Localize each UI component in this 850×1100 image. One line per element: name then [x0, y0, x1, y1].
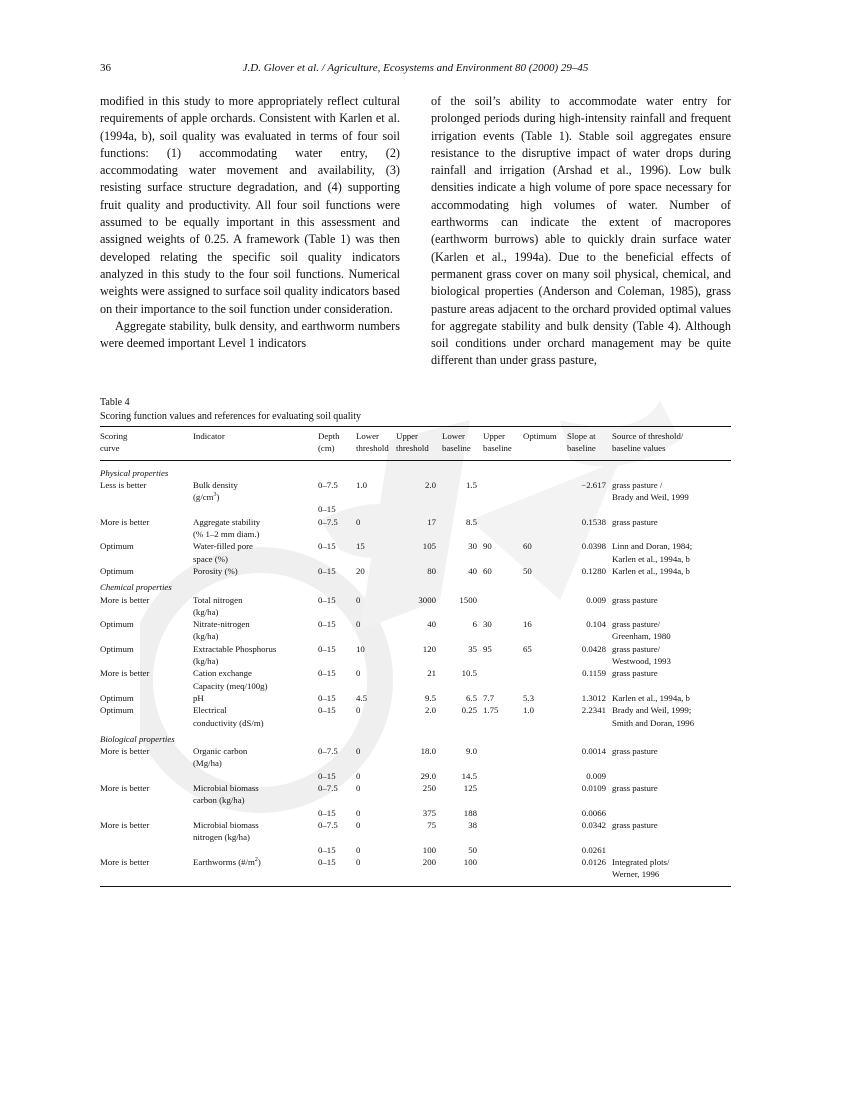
cell-upper-threshold: 75: [427, 819, 436, 830]
cell-indicator: [193, 844, 318, 856]
cell-slope: 1.3012: [581, 692, 606, 703]
cell-lower-baseline: 6: [472, 619, 477, 630]
cell-upper-baseline: 30: [483, 619, 492, 630]
cell-upper-baseline: 95: [483, 643, 492, 654]
page-header: [100, 62, 731, 80]
cell-optimum: [523, 856, 567, 887]
cell-depth: 0–15: [318, 504, 336, 515]
table-row: [100, 704, 731, 729]
cell-lower-threshold: 0: [356, 856, 361, 867]
cell-upper-threshold: 3000: [418, 594, 436, 605]
cell-lower-baseline: 125: [463, 783, 477, 794]
right-column: [431, 93, 731, 370]
cell-source: grass pasture / Brady and Weil, 1999: [612, 479, 689, 503]
cell-slope: 0.0428: [581, 643, 606, 654]
cell-upper-baseline: 90: [483, 541, 492, 552]
section-row: [100, 729, 731, 745]
cell-lower-baseline: 9.0: [466, 746, 477, 757]
cell-source: Brady and Weil, 1999; Smith and Doran, 1996: [612, 705, 695, 728]
left-column: [100, 93, 400, 352]
cell-lower-baseline: 14.5: [461, 770, 477, 781]
header-upper-baseline: Upper baseline: [483, 431, 512, 454]
cell-scoring-curve: [100, 503, 193, 515]
cell-optimum: [523, 479, 567, 504]
cell-slope: 0.0066: [581, 807, 606, 818]
cell-optimum: [523, 503, 567, 515]
cell-indicator: Earthworms $(\#/m^2)$: [193, 856, 261, 867]
cell-lower-baseline: 35: [468, 643, 477, 654]
body-paragraph: Aggregate stability, bulk density, and earthworm numbers were deemed important Level 1 indicators: [100, 318, 400, 351]
table-row: [100, 594, 731, 619]
cell-depth: 0–7.5: [318, 746, 338, 757]
cell-depth: 0–15: [318, 619, 336, 630]
cell-lower-baseline: 38: [468, 819, 477, 830]
cell-upper-baseline: 60: [483, 565, 492, 576]
cell-source: grass pasture: [612, 594, 658, 605]
table-row: [100, 643, 731, 668]
running-head: J.D. Glover et al. / Agriculture, Ecosystems and Environment 80 (2000) 29–45: [242, 62, 589, 74]
cell-indicator: Microbial biomass nitrogen (kg/ha): [193, 819, 259, 843]
cell-optimum: [523, 745, 567, 770]
cell-upper-threshold: 375: [422, 807, 436, 818]
cell-source: grass pasture: [612, 516, 658, 527]
table-row: [100, 479, 731, 504]
cell-lower-threshold: 0: [356, 770, 361, 781]
section-heading: Biological properties: [100, 733, 175, 744]
cell-depth: 0–7.5: [318, 783, 338, 794]
section-row: [100, 461, 731, 479]
cell-depth: 0–15: [318, 807, 336, 818]
cell-scoring-curve: More is better: [100, 516, 150, 527]
table-row: [100, 844, 731, 856]
cell-indicator: Porosity (%): [193, 565, 238, 576]
cell-depth: 0–15: [318, 844, 336, 855]
table-4: [100, 426, 731, 887]
cell-optimum: [523, 819, 567, 844]
table-row: [100, 745, 731, 770]
cell-upper-baseline: 7.7: [483, 692, 494, 703]
cell-scoring-curve: Optimum: [100, 565, 134, 576]
table-row: [100, 770, 731, 782]
cell-depth: 0–15: [318, 705, 336, 716]
cell-optimum: [523, 782, 567, 807]
cell-indicator: Cation exchange Capacity (meq/100g): [193, 668, 268, 691]
table-label: Table 4: [100, 397, 130, 408]
cell-lower-baseline: 0.25: [461, 705, 477, 716]
cell-optimum: [523, 807, 567, 819]
cell-slope: 0.1538: [581, 516, 606, 527]
cell-indicator: Bulk density $(g/cm^3)$: [193, 479, 238, 503]
cell-indicator: Electrical conductivity (dS/m): [193, 705, 264, 728]
cell-depth: 0–15: [318, 856, 336, 867]
cell-scoring-curve: [100, 807, 193, 819]
cell-upper-threshold: 100: [422, 844, 436, 855]
cell-source: [612, 807, 731, 819]
cell-lower-threshold: 0: [356, 516, 361, 527]
cell-depth: 0–15: [318, 643, 336, 654]
cell-slope: 0.0126: [581, 856, 606, 867]
cell-upper-baseline: [483, 594, 523, 619]
cell-scoring-curve: More is better: [100, 746, 150, 757]
cell-lower-threshold: 0: [356, 594, 361, 605]
table-row: [100, 856, 731, 887]
cell-indicator: pH: [193, 692, 204, 703]
table-header-row: [100, 427, 731, 460]
cell-upper-threshold: 2.0: [425, 705, 436, 716]
cell-upper-threshold: 250: [422, 783, 436, 794]
cell-upper-threshold: 40: [427, 619, 436, 630]
cell-lower-threshold: 0: [356, 807, 361, 818]
cell-slope: 0.009: [586, 594, 606, 605]
header-scoring-curve: Scoring curve: [100, 431, 128, 454]
cell-depth: 0–15: [318, 541, 336, 552]
body-paragraph: of the soil’s ability to accommodate water entry for prolonged periods during high-intensity rainfall and frequent irrigation events (Table 1). Stable soil aggregates ensure resistance to the disruptive impact of water drops during rainfall and irrigation (Arshad et al., 1996). Low bulk densities indicate a high volume of pore space necessary for accommodating high volumes of water. Number of earthworms can indicate the extent of macropores (earthworm burrows) able to quickly drain surface water (Karlen et al., 1994a). Due to the beneficial effects of permanent grass cover on many soil physical, chemical, and biological properties (Anderson and Coleman, 1985), grass pasture areas adjacent to the orchard provided optimal values for aggregate stability and bulk density (Table 4). Although soil conditions under orchard management may be quite different than under grass pasture,: [431, 94, 731, 368]
cell-upper-baseline: [483, 807, 523, 819]
cell-slope: 0.1280: [581, 565, 606, 576]
cell-optimum: [523, 667, 567, 692]
cell-scoring-curve: [100, 770, 193, 782]
cell-upper-threshold: 17: [427, 516, 436, 527]
cell-depth: 0–7.5: [318, 819, 338, 830]
cell-indicator: Microbial biomass carbon (kg/ha): [193, 783, 259, 806]
cell-source: [612, 503, 731, 515]
cell-upper-baseline: [483, 667, 523, 692]
cell-lower-threshold: 0: [356, 668, 361, 679]
cell-scoring-curve: More is better: [100, 668, 150, 679]
cell-lower-baseline: 50: [468, 844, 477, 855]
cell-slope: 0.0014: [581, 746, 606, 757]
cell-scoring-curve: More is better: [100, 819, 150, 830]
cell-source: grass pasture: [612, 746, 658, 757]
cell-source: Karlen et al., 1994a, b: [612, 565, 690, 576]
cell-depth: 0–15: [318, 668, 336, 679]
cell-source: grass pasture/ Westwood, 1993: [612, 643, 671, 667]
cell-lower-threshold: 15: [356, 541, 365, 552]
header-lower-threshold: Lower threshold: [356, 431, 389, 454]
cell-lower-baseline: 1.5: [466, 479, 477, 490]
cell-optimum: 1.0: [523, 705, 534, 716]
section-heading: Physical properties: [100, 467, 169, 478]
table-row: [100, 819, 731, 844]
header-depth: Depth (cm): [318, 431, 340, 454]
table-row: [100, 692, 731, 704]
cell-upper-baseline: [483, 856, 523, 887]
cell-upper-threshold: 2.0: [425, 479, 436, 490]
table-row: [100, 565, 731, 577]
cell-indicator: Nitrate-nitrogen (kg/ha): [193, 619, 250, 642]
cell-upper-baseline: [483, 782, 523, 807]
cell-lower-baseline: 40: [468, 565, 477, 576]
cell-source: grass pasture/ Greenham, 1980: [612, 619, 671, 642]
cell-lower-baseline: 30: [468, 541, 477, 552]
cell-slope: 0.0261: [581, 844, 606, 855]
cell-indicator: [193, 807, 318, 819]
header-indicator: Indicator: [193, 431, 225, 441]
header-source: Source of threshold/ baseline values: [612, 431, 684, 454]
cell-optimum: 16: [523, 619, 532, 630]
header-upper-threshold: Upper threshold: [396, 431, 429, 454]
cell-upper-baseline: [483, 745, 523, 770]
table-row: [100, 782, 731, 807]
cell-lower-baseline: 8.5: [466, 516, 477, 527]
cell-scoring-curve: Optimum: [100, 705, 134, 716]
cell-upper-baseline: [483, 819, 523, 844]
cell-upper-threshold: [396, 503, 442, 515]
cell-depth: 0–15: [318, 770, 336, 781]
table-row: [100, 667, 731, 692]
table-body: [100, 460, 731, 886]
cell-slope: 0.009: [586, 770, 606, 781]
cell-upper-threshold: 105: [422, 541, 436, 552]
section-heading: Chemical properties: [100, 582, 172, 593]
cell-upper-threshold: 21: [427, 668, 436, 679]
cell-upper-baseline: [483, 503, 523, 515]
cell-lower-baseline: 1500: [459, 594, 477, 605]
cell-lower-baseline: 10.5: [461, 668, 477, 679]
cell-upper-threshold: 200: [422, 856, 436, 867]
cell-upper-threshold: 29.0: [420, 770, 436, 781]
cell-lower-threshold: 10: [356, 643, 365, 654]
cell-upper-baseline: [483, 516, 523, 541]
cell-upper-threshold: 120: [422, 643, 436, 654]
cell-optimum: [523, 594, 567, 619]
cell-lower-threshold: 0: [356, 783, 361, 794]
cell-scoring-curve: Optimum: [100, 692, 134, 703]
cell-optimum: 60: [523, 541, 532, 552]
cell-scoring-curve: Optimum: [100, 643, 134, 654]
cell-indicator: Water-filled pore space (%): [193, 541, 253, 564]
cell-scoring-curve: Less is better: [100, 479, 147, 490]
cell-scoring-curve: More is better: [100, 594, 150, 605]
cell-upper-baseline: 1.75: [483, 705, 499, 716]
cell-slope: 0.0342: [581, 819, 606, 830]
cell-slope: 0.0109: [581, 783, 606, 794]
header-slope: Slope at baseline: [567, 431, 596, 454]
table-row: [100, 516, 731, 541]
cell-upper-baseline: [483, 770, 523, 782]
cell-slope: 0.0398: [581, 541, 606, 552]
cell-slope: 0.104: [586, 619, 606, 630]
cell-indicator: Organic carbon (Mg/ha): [193, 746, 248, 769]
cell-optimum: 50: [523, 565, 532, 576]
cell-upper-threshold: 9.5: [425, 692, 436, 703]
table-caption: [100, 396, 361, 423]
cell-lower-threshold: [356, 503, 396, 515]
cell-lower-threshold: 4.5: [356, 692, 367, 703]
cell-depth: 0–7.5: [318, 479, 338, 490]
cell-source: grass pasture: [612, 783, 658, 794]
body-paragraph: modified in this study to more appropriately reflect cultural requirements of apple orchards. Consistent with Karlen et al. (1994a, b), soil quality was evaluated in terms of four soil functions: (1) accommodating water entry, (2) accommodating water movement and availability, (3) resisting surface structure degradation, and (4) supporting fruit quality and productivity. All four soil functions were assumed to be equally important in this assessment and assigned weights of 0.25. A framework (Table 1) was then developed relating the specific soil quality indicators analyzed in this study to the four soil functions. Numerical weights were assigned to surface soil quality indicators based on their importance to the soil function under consideration.: [100, 94, 400, 316]
cell-optimum: [523, 516, 567, 541]
cell-optimum: [523, 844, 567, 856]
cell-depth: 0–15: [318, 565, 336, 576]
cell-source: grass pasture: [612, 819, 658, 830]
cell-slope: −2.617: [581, 479, 606, 490]
cell-slope: [567, 503, 612, 515]
cell-optimum: 5.3: [523, 692, 534, 703]
cell-upper-threshold: 80: [427, 565, 436, 576]
cell-lower-threshold: 1.0: [356, 479, 367, 490]
cell-depth: 0–15: [318, 594, 336, 605]
cell-depth: 0–15: [318, 692, 336, 703]
cell-source: [612, 770, 731, 782]
cell-indicator: Total nitrogen (kg/ha): [193, 594, 243, 617]
cell-source: Linn and Doran, 1984; Karlen et al., 1994a, b: [612, 541, 693, 564]
cell-lower-threshold: 0: [356, 746, 361, 757]
cell-source: Integrated plots/ Werner, 1996: [612, 856, 670, 880]
cell-indicator: Extractable Phosphorus (kg/ha): [193, 643, 277, 667]
page-number: 36: [100, 62, 111, 74]
cell-lower-baseline: [442, 503, 483, 515]
table-row: [100, 807, 731, 819]
cell-lower-threshold: 20: [356, 565, 365, 576]
table-row: [100, 618, 731, 643]
cell-optimum: 65: [523, 643, 532, 654]
header-lower-baseline: Lower baseline: [442, 431, 471, 454]
cell-optimum: [523, 770, 567, 782]
cell-source: [612, 844, 731, 856]
cell-lower-threshold: 0: [356, 705, 361, 716]
cell-slope: 0.1159: [582, 668, 606, 679]
cell-lower-baseline: 100: [463, 856, 477, 867]
cell-lower-baseline: 6.5: [466, 692, 477, 703]
cell-slope: 2.2341: [581, 705, 606, 716]
cell-scoring-curve: [100, 844, 193, 856]
cell-scoring-curve: More is better: [100, 783, 150, 794]
cell-source: Karlen et al., 1994a, b: [612, 692, 690, 703]
cell-source: grass pasture: [612, 668, 658, 679]
cell-upper-baseline: [483, 844, 523, 856]
cell-indicator: [193, 770, 318, 782]
cell-depth: 0–7.5: [318, 516, 338, 527]
cell-upper-baseline: [483, 479, 523, 504]
cell-indicator: Aggregate stability (% 1–2 mm diam.): [193, 516, 261, 540]
table-title: Scoring function values and references for evaluating soil quality: [100, 410, 362, 422]
cell-lower-threshold: 0: [356, 819, 361, 830]
header-optimum: Optimum: [523, 431, 557, 441]
cell-lower-threshold: 0: [356, 619, 361, 630]
cell-scoring-curve: Optimum: [100, 541, 134, 552]
cell-scoring-curve: Optimum: [100, 619, 134, 630]
section-row: [100, 577, 731, 593]
table-row: [100, 540, 731, 565]
cell-indicator: [193, 503, 318, 515]
cell-upper-threshold: 18.0: [420, 746, 436, 757]
cell-scoring-curve: More is better: [100, 856, 150, 867]
table-row: [100, 503, 731, 515]
cell-lower-baseline: 188: [463, 807, 477, 818]
cell-lower-threshold: 0: [356, 844, 361, 855]
